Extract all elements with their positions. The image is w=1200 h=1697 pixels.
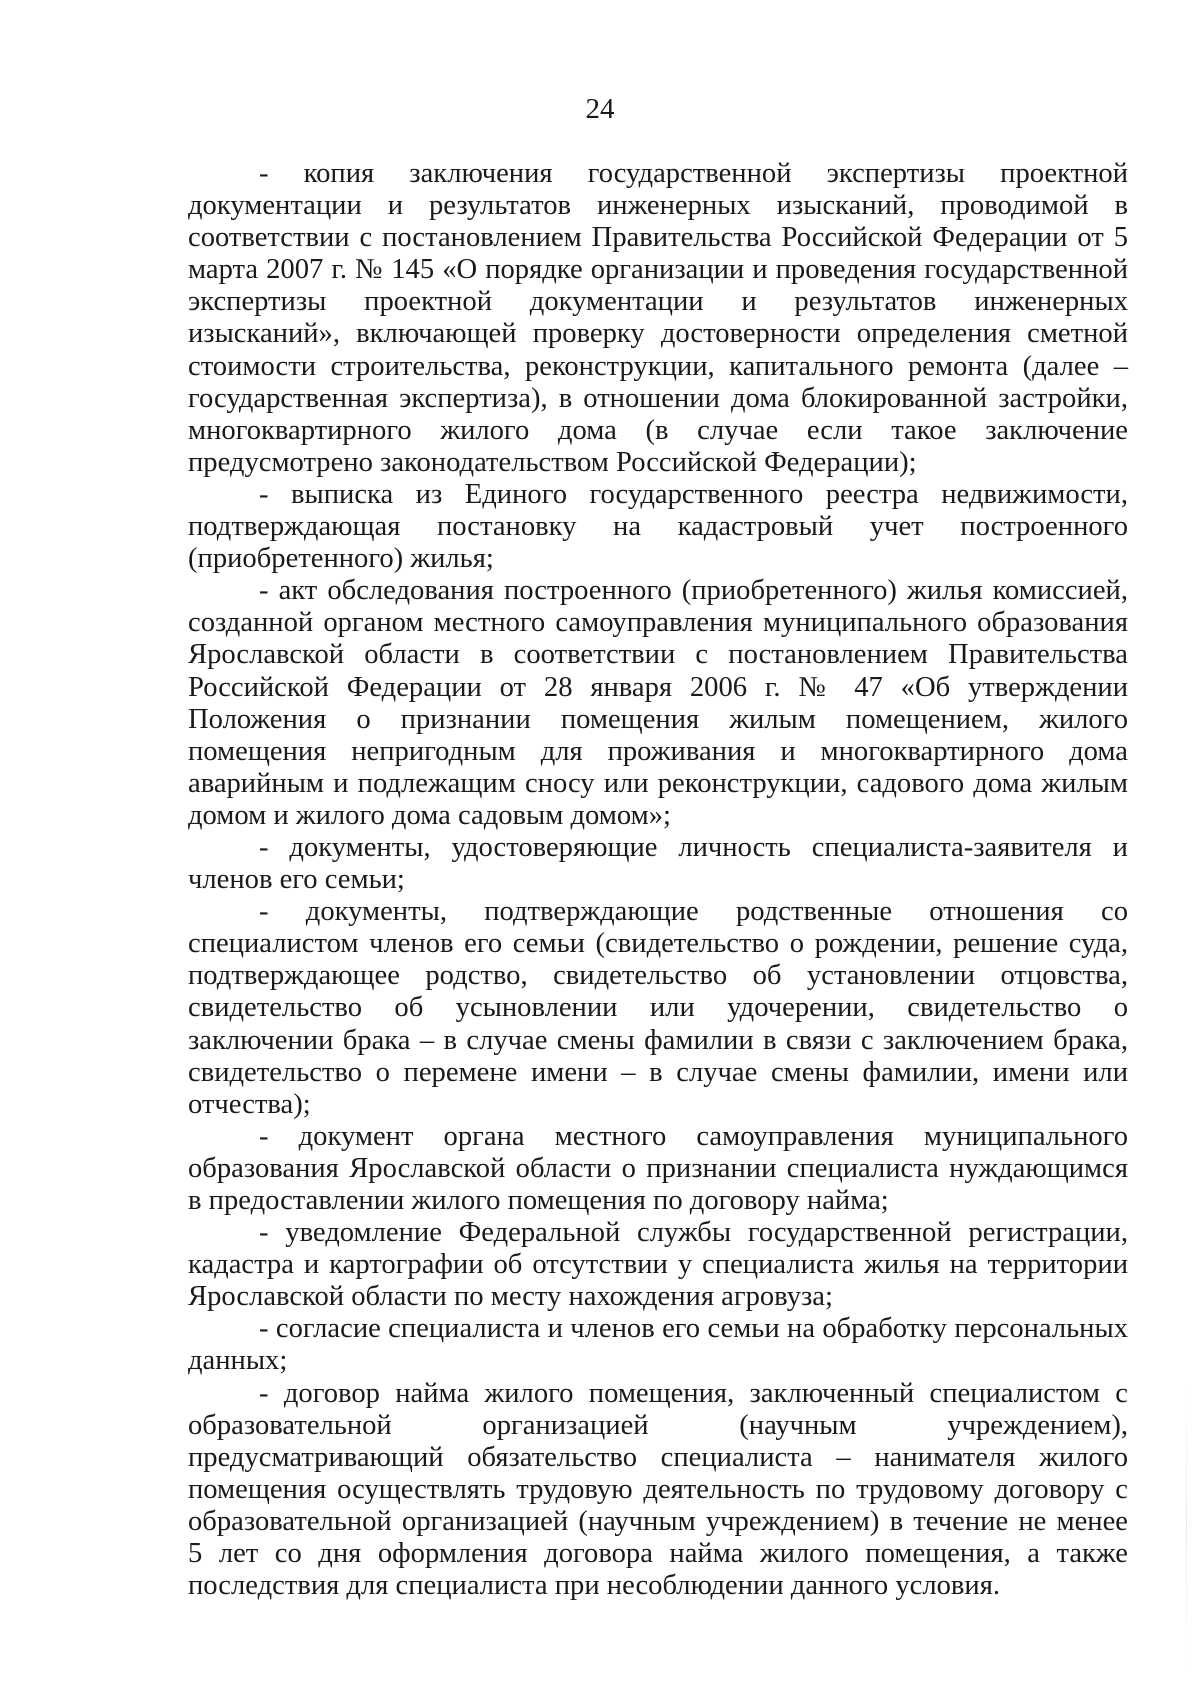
paragraph-lease-agreement: - договор найма жилого помещения, заключенный специалистом с образовательной организацией (научным учреждением), предусматривающий обязательство специалиста – нанимателя жилого помещения осуществлять трудовую деятельность по трудовому договору с образовательной организацией (научным учреждением) в течение не менее 5 лет со дня оформления договора найма жилого помещения, а также последствия для специалиста при несоблюдении данного условия.	[188, 1377, 1128, 1602]
paragraph-housing-need-document: - документ органа местного самоуправления муниципального образования Ярославской области о признании специалиста нуждающимся в предоставлении жилого помещения по договору найма;	[188, 1120, 1128, 1216]
paragraph-kinship-documents: - документы, подтверждающие родственные отношения со специалистом членов его семьи (свидетельство о рождении, решение суда, подтверждающее родство, свидетельство об установлении отцовства, свидетельство об усыновлении или удочерении, свидетельство о заключении брака – в случае смены фамилии в связи с заключением брака, свидетельство о перемене имени – в случае смены фамилии, имени или отчества);	[188, 896, 1128, 1120]
paragraph-inspection-act: - акт обследования построенного (приобретенного) жилья комиссией, созданной органом местного самоуправления муниципального образования Ярославской области в соответствии с постановлением Правительства Российской Федерации от 28 января 2006 г. № 47 «Об утверждении Положения о признании помещения жилым помещением, жилого помещения непригодным для проживания и многоквартирного дома аварийным и подлежащим сносу или реконструкции, садового дома жилым домом и жилого дома садовым домом»;	[188, 575, 1128, 831]
scan-edge-mark	[1186, 1380, 1187, 1670]
paragraph-registry-extract: - выписка из Единого государственного реестра недвижимости, подтверждающая постановку на кадастровый учет построенного (приобретенного) жилья;	[188, 478, 1128, 575]
document-body	[188, 158, 1128, 1602]
paragraph-rosreestr-notice: - уведомление Федеральной службы государственной регистрации, кадастра и картографии об отсутствии у специалиста жилья на территории Ярославской области по месту нахождения агровуза;	[188, 1217, 1128, 1313]
paragraph-personal-data-consent: - согласие специалиста и членов его семьи на обработку персональных данных;	[188, 1313, 1128, 1377]
page-number: 24	[585, 93, 615, 125]
paragraph-identity-documents: - документы, удостоверяющие личность специалиста-заявителя и членов его семьи;	[188, 831, 1128, 896]
paragraph-state-expertise-copy: - копия заключения государственной экспертизы проектной документации и результатов инженерных изысканий, проводимой в соответствии с постановлением Правительства Российской Федерации от 5 марта 2007 г. № 145 «О порядке организации и проведения государственной экспертизы проектной документации и результатов инженерных изысканий», включающей проверку достоверности определения сметной стоимости строительства, реконструкции, капитального ремонта (далее – государственная экспертиза), в отношении дома блокированной застройки, многоквартирного жилого дома (в случае если такое заключение предусмотрено законодательством Российской Федерации);	[188, 158, 1128, 478]
